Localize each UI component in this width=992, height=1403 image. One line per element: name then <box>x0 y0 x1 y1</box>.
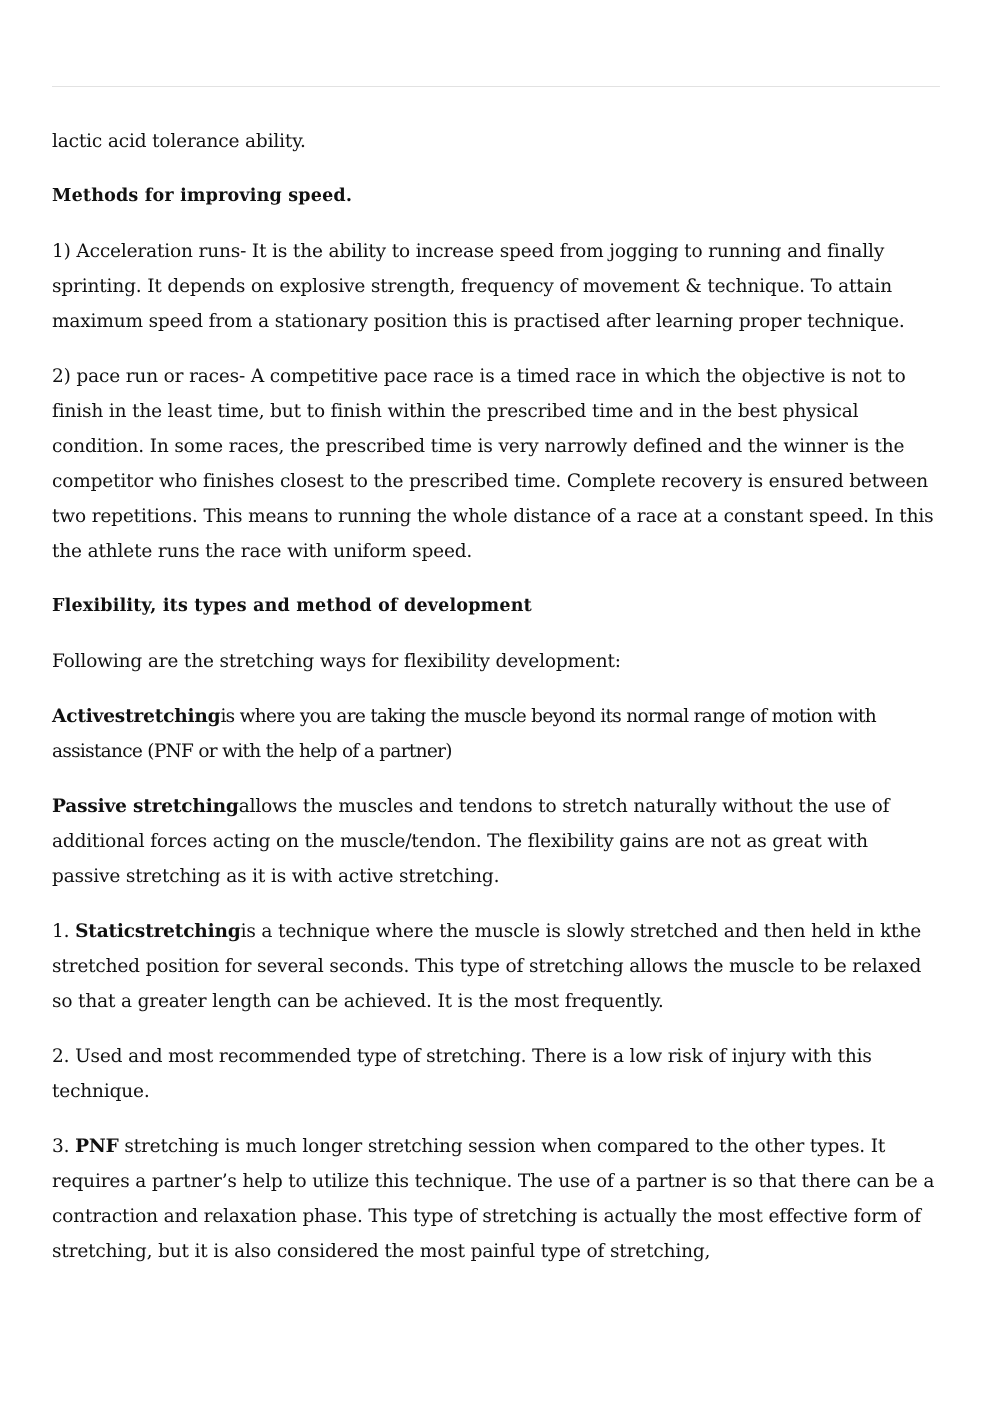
term-active-stretching: Activestretching <box>52 706 221 727</box>
paragraph-pace-run: 2) pace run or races- A competitive pace race is a timed race in which the objective is not to finish in the least time, but to finish within the prescribed time and in the best physical condition. In some races, the prescribed time is very narrowly defined and the winner is the competitor who finishes closest to the prescribed time. Complete recovery is ensured between two repetitions. This means to running the whole distance of a race at a constant speed. In this the athlete runs the race with uniform speed. <box>52 366 934 562</box>
term-static-stretching: Staticstretching <box>75 921 241 942</box>
paragraph-passive-stretching <box>52 789 940 894</box>
term-pnf: PNF <box>75 1136 119 1157</box>
active-stretching-text: is where you are taking the muscle beyond its normal range of motion with assistance (PNF or with the help of a partner) <box>52 706 876 762</box>
paragraph-recommended-stretching: 2. Used and most recommended type of stretching. There is a low risk of injury with this technique. <box>52 1046 872 1102</box>
term-passive-stretching: Passive stretching <box>52 796 239 817</box>
paragraph-active-stretching <box>52 699 940 769</box>
paragraph-acceleration-runs: 1) Acceleration runs- It is the ability to increase speed from jogging to running and finally sprinting. It depends on explosive strength, frequency of movement & technique. To attain maximum speed from a stationary position this is practised after learning proper technique. <box>52 241 905 332</box>
list-number-3: 3. <box>52 1136 76 1157</box>
paragraph-static-stretching <box>52 914 940 1019</box>
paragraph-lactic-acid: lactic acid tolerance ability. <box>52 131 306 152</box>
heading-flexibility: Flexibility, its types and method of development <box>52 596 532 616</box>
static-stretching-text: is a technique where the muscle is slowly stretched and then held in kthe stretched position for several seconds. This type of stretching allows the muscle to be relaxed so that a greater length can be achieved. It is the most frequently. <box>52 921 922 1012</box>
document-body <box>52 124 940 1289</box>
paragraph-following: Following are the stretching ways for flexibility development: <box>52 651 621 672</box>
list-number-1: 1. <box>52 921 76 942</box>
paragraph-pnf-stretching <box>52 1129 940 1269</box>
pnf-stretching-text: stretching is much longer stretching session when compared to the other types. It requires a partner’s help to utilize this technique. The use of a partner is so that there can be a contraction and relaxation phase. This type of stretching is actually the most effective form of stretching, but it is also considered the most painful type of stretching, <box>52 1136 935 1262</box>
passive-stretching-text: allows the muscles and tendons to stretch naturally without the use of additional forces acting on the muscle/tendon. The flexibility gains are not as great with passive stretching as it is with active stretching. <box>52 796 890 887</box>
heading-methods-speed: Methods for improving speed. <box>52 186 353 206</box>
header-divider <box>52 86 940 87</box>
